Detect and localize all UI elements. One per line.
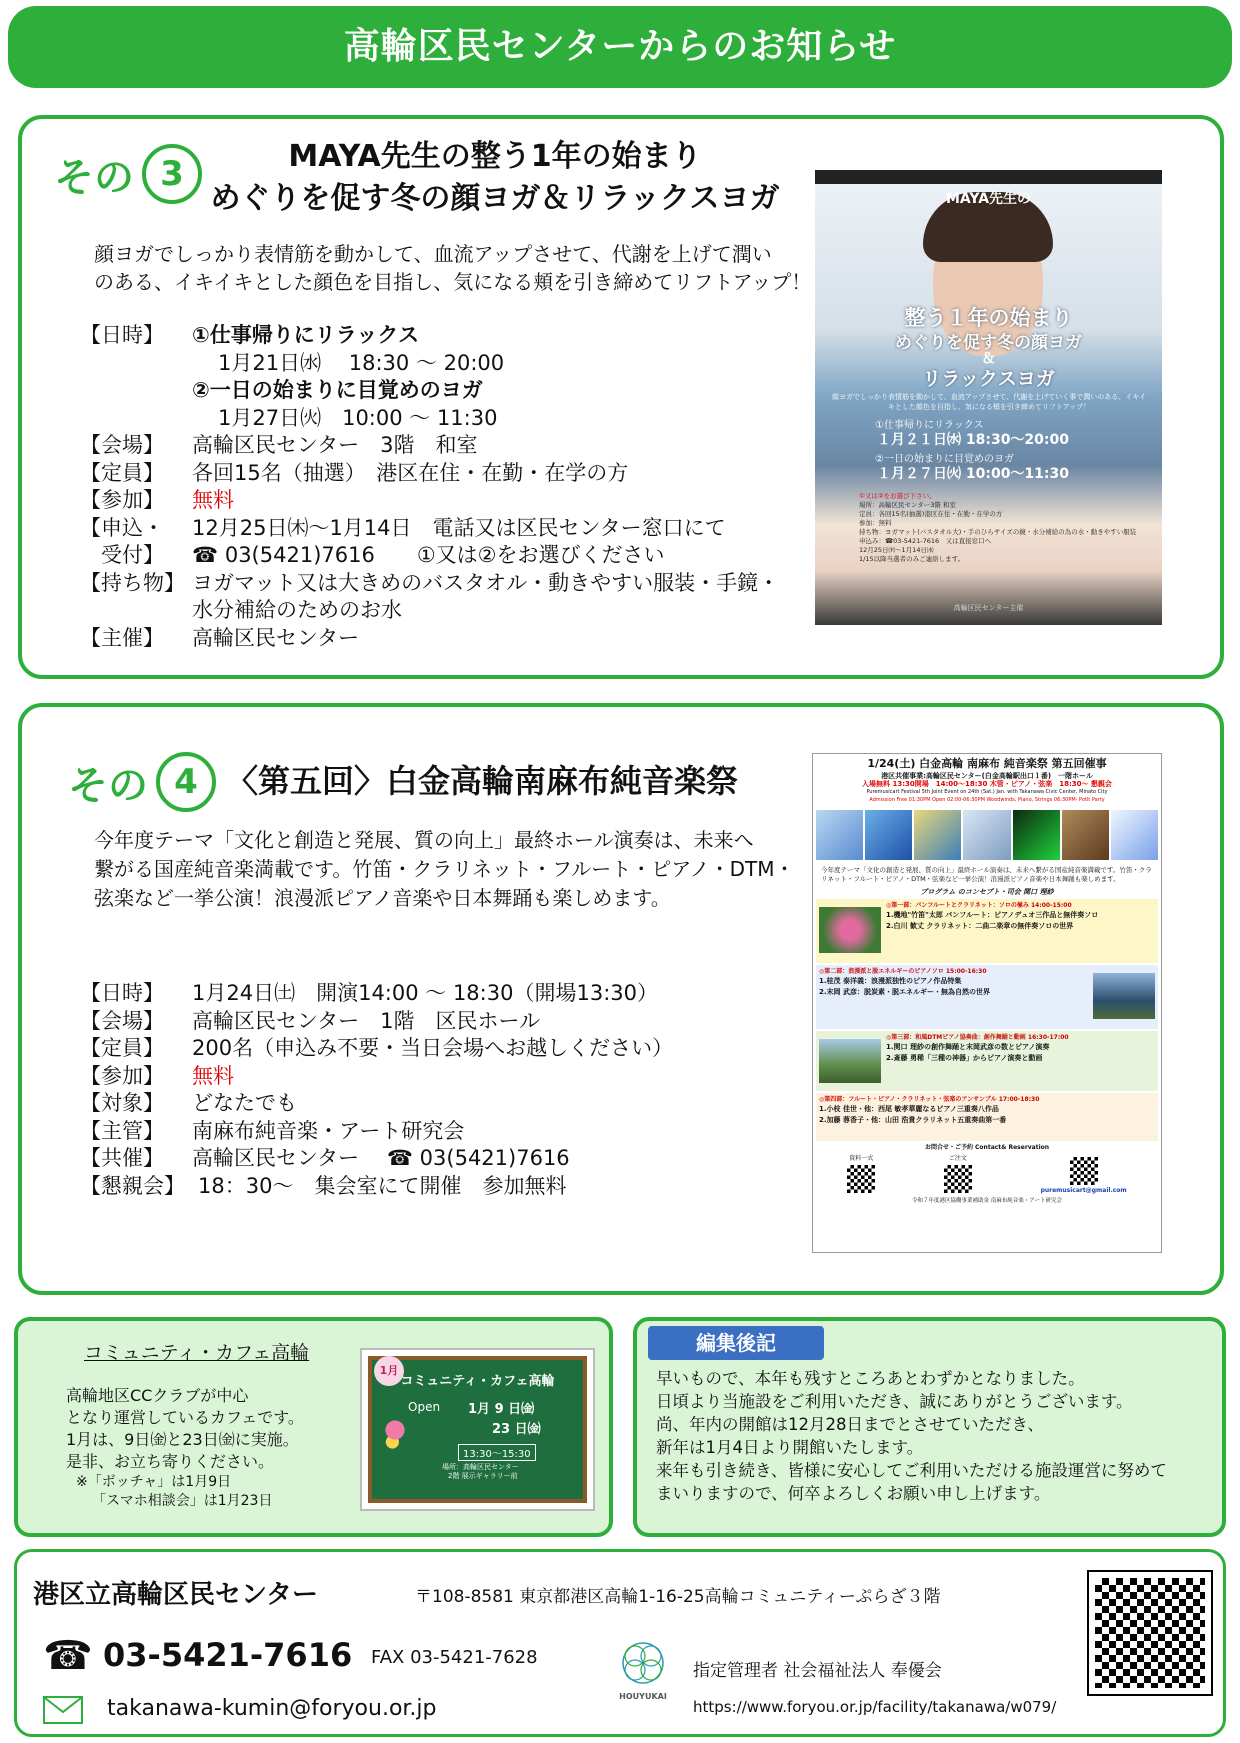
p4-p1a: 1.機地"竹笛"太郎 パンフルート：ピアノデュオ三作品と無伴奏ソロ	[886, 911, 1099, 919]
event3-title	[210, 136, 780, 220]
editor-line6: まいりますので、何卒よろしくお願い申し上げます。	[656, 1484, 1051, 1503]
qr-icon	[1070, 1157, 1098, 1185]
event4-datetime-label: 【日時】	[80, 981, 164, 1005]
p4-p4: ◎第四部：フルート・ピアノ・クラリネット・弦楽のアンサンブル 17:00-18:30	[819, 1096, 1040, 1103]
event4-target-label: 【対象】	[80, 1091, 164, 1115]
event3-session2-title: ②一日の始まりに目覚めのヨガ	[192, 378, 483, 402]
cafe-poster-place: 場所：高輪区民センター	[442, 1463, 519, 1471]
footer-fax: FAX 03-5421-7628	[371, 1647, 538, 1668]
event4-cohost-label: 【共催】	[80, 1146, 164, 1170]
p4-p4a: 1.小枝 佳世・他：西尾 敏孝華麗なるピアノ三重奏八作品	[819, 1105, 999, 1113]
event4-datetime: 1月24日㈯ 開演14:00 ～ 18:30（開場13:30）	[192, 981, 658, 1005]
tree-icon	[382, 1418, 408, 1458]
event3-bring2: 水分補給のためのお水	[192, 598, 402, 622]
event3-label	[54, 144, 202, 204]
event3-session1-title: ①仕事帰りにリラックス	[192, 323, 420, 347]
event3-datetime-label: 【日時】	[80, 323, 164, 347]
poster-big3: リラックスヨガ	[922, 368, 1055, 390]
event3-title-line2: めぐりを促す冬の顔ヨガ＆リラックスヨガ	[210, 181, 780, 216]
event3-apply-label2: 受付】	[80, 543, 164, 567]
cafe-poster-d1: 1月 9 日㈮	[468, 1402, 535, 1417]
poster-info1: ①又は②をお選び下さい。	[859, 492, 936, 500]
event3-description	[94, 240, 814, 296]
p4-qr1-label: 資料一式	[849, 1155, 874, 1162]
mail-envelope-icon	[45, 1698, 81, 1722]
poster-top-text: MAYA先生の	[945, 191, 1032, 207]
p4-p1b: 2.白川 歓丈 クラリネット：二曲二楽章の無伴奏ソロの世界	[886, 922, 1074, 930]
footer-name: 港区立高輪区民センター	[33, 1580, 318, 1610]
event4-capacity: 200名（申込み不要・当日会場へお越しください）	[192, 1036, 674, 1060]
cafe-poster-open: Open	[408, 1400, 441, 1414]
event4-organizer: 南麻布純音楽・アート研究会	[192, 1118, 465, 1143]
event3-bring-label: 【持ち物】	[80, 570, 185, 595]
p4-sub2: 入場無料 13:30開場 14:00～18:30 木管・ピアノ・弦楽 18:30～ 懇親会	[862, 780, 1112, 788]
poster-info4: 参加：無料	[859, 519, 892, 527]
poster-s1: ①仕事帰りにリラックス	[875, 420, 984, 431]
event4-desc-line3: 弦楽など一挙公演！浪漫派ピアノ音楽や日本舞踊も楽しめます。	[94, 886, 671, 910]
p4-foot: 令和７年度港区協働事業補助金 南麻布純音楽・アート研究会	[911, 1198, 1063, 1204]
event4-fee-label: 【参加】	[80, 1063, 164, 1088]
event3-host: 高輪区民センター	[192, 625, 360, 650]
qr-icon	[944, 1165, 972, 1193]
event4-party-label: 【懇親会】	[80, 1173, 185, 1198]
cafe-title: コミュニティ・カフェ高輪	[84, 1342, 310, 1364]
mail-icon	[43, 1696, 83, 1724]
event4-venue-label: 【会場】	[80, 1008, 164, 1033]
poster-big2: めぐりを促す冬の顔ヨガ	[895, 333, 1082, 353]
footer-email[interactable]: takanawa-kumin@foryou.or.jp	[107, 1696, 437, 1721]
cafe-poster-time: 13:30～15:30	[458, 1444, 536, 1461]
event4-fee: 無料	[192, 1063, 234, 1088]
page-header	[8, 6, 1232, 88]
p4-p3: ◎第三部：和風DTMピアノ協奏曲：創作舞踊と動画 16:30-17:00	[886, 1034, 1069, 1041]
event4-label	[68, 752, 216, 812]
event3-venue-label: 【会場】	[80, 433, 164, 457]
poster-info	[859, 492, 1149, 564]
cafe-line1: 高輪地区CCクラブが中心	[66, 1386, 249, 1405]
editor-line3: 尚、年内の開館は12月28日までとさせていただき、	[656, 1415, 1044, 1434]
qr-icon	[847, 1165, 875, 1193]
event3-apply1: 12月25日㈭～1月14日 電話又は区民センター窓口にて	[192, 515, 726, 540]
cafe-poster-d2: 23 日㈮	[492, 1422, 541, 1437]
footer-tel: 03-5421-7616	[103, 1636, 353, 1674]
houyukai-logo	[613, 1638, 673, 1701]
event4-title: 〈第五回〉白金高輪南麻布純音楽祭	[226, 762, 739, 800]
poster-info5: 持ち物：ヨガマット(バスタオル大)・手のひらサイズの鏡・水分補給の為の水・動きやすい服装	[859, 528, 1137, 536]
cafe-note2: 「スマホ相談会」は1月23日	[92, 1493, 273, 1509]
event3-desc-line2: のある、イキイキとした顔色を目指し、気になる頬を引き締めてリフトアップ！	[94, 270, 812, 294]
event4-target: どなたでも	[192, 1091, 297, 1115]
cafe-line4: 是非、お立ち寄りください。	[66, 1452, 275, 1471]
event4-number: 4	[156, 752, 216, 812]
event4-description	[94, 826, 814, 913]
event4-party: 18：30～ 集会室にて開催 参加無料	[198, 1173, 567, 1198]
cafe-poster-place2: 2階 展示ギャラリー前	[448, 1472, 518, 1480]
editor-line5: 来年も引き続き、皆様に安心してご利用いただける施設運営に努めて	[656, 1461, 1167, 1480]
event3-venue: 高輪区民センター 3階 和室	[192, 433, 478, 457]
cafe-text	[66, 1385, 304, 1511]
houyukai-logo-text: HOUYUKAI	[619, 1692, 667, 1701]
event3-session2-time: 1月27日㈫ 10:00 ～ 11:30	[218, 405, 498, 430]
editor-line2: 日頃より当施設をご利用いただき、誠にありがとうございます。	[656, 1392, 1133, 1411]
cafe-line3: 1月は、9日㈮と23日㈮に実施。	[66, 1430, 299, 1449]
p4-part3	[816, 1031, 1158, 1091]
event4-venue: 高輪区民センター 1階 区民ホール	[192, 1008, 541, 1033]
editor-line4: 新年は1月4日より開館いたします。	[656, 1438, 924, 1457]
event3-number: 3	[142, 144, 202, 204]
event4-desc-line2: 繋がる国産純音楽満載です。竹笛・クラリネット・フルート・ピアノ・DTM・	[94, 857, 795, 881]
event3-host-label: 【主催】	[80, 625, 164, 650]
p4-part2	[816, 965, 1158, 1029]
p4-qr3-label: puremusicart@gmail.com	[1040, 1187, 1127, 1194]
footer	[14, 1549, 1226, 1737]
event4-capacity-label: 【定員】	[80, 1036, 164, 1060]
event3-apply-label1: 【申込・	[80, 515, 164, 540]
p4-part4	[816, 1093, 1158, 1141]
editor-line1: 早いもので、本年も残すところあとわずかとなりました。	[656, 1369, 1085, 1388]
poster-info2: 場所：高輪区民センター3階 和室	[859, 501, 956, 509]
event4-cohost: 高輪区民センター ☎ 03(5421)7616	[192, 1146, 570, 1170]
p4-art-strip	[816, 810, 1158, 860]
event3-fee-label: 【参加】	[80, 488, 164, 512]
event3-poster	[815, 170, 1162, 625]
p4-theme: 今年度テーマ「文化の創造と発展、質の向上」最終ホール演奏は、未来へ繋がる国産純音楽満載です。竹笛・クラリネット・フルート・ピアノ・DTM・弦楽など一挙公演！浪漫派ピアノ音楽や日本舞踊も楽しめます。	[821, 866, 1152, 883]
p4-p3a: 1.関口 理紗の創作舞踊と末岡武彦の数とピアノ演奏	[886, 1043, 1050, 1051]
p4-sub3: Puremusicart Festival 5th Joint Event on 24th (Sat.) Jan. with Takanawa Civic Center, Minato City	[866, 789, 1108, 795]
cafe-note1: ※「ボッチャ」は1月9日	[76, 1474, 232, 1490]
poster-info6: 申込み：☎03-5421-7616 又は直接窓口へ	[859, 537, 992, 545]
p4-p3b: 2.斎藤 勇稀「三種の神器」からピアノ演奏と動画	[886, 1054, 1043, 1062]
poster-info7: 12月25日㈭～1月14日㈬	[859, 546, 934, 554]
event3-bring1: ヨガマット又は大きめのバスタオル・動きやすい服装・手鏡・	[192, 570, 780, 595]
poster-info3: 定員：各回15名(抽選)港区在住・在勤・在学の方	[859, 510, 1003, 518]
cafe-poster-title: コミュニティ・カフェ高輪	[400, 1374, 555, 1389]
phone-icon: ☎	[43, 1633, 93, 1679]
p4-qr-row	[813, 1155, 1161, 1195]
event3-session1-time: 1月21日㈬ 18:30 ～ 20:00	[218, 350, 505, 375]
event4-organizer-label: 【主管】	[80, 1118, 164, 1143]
header-title: 高輪区民センターからのお知らせ	[343, 26, 897, 67]
p4-part1	[816, 899, 1158, 963]
p4-p2: ◎第二部：浪漫派と脱エネルギーのピアノソロ 15:00-16:30	[819, 968, 987, 975]
p4-head: 1/24(土) 白金高輪 南麻布 純音楽祭 第五回催事	[867, 757, 1107, 770]
poster-t2: １月２７日㈫ 10:00～11:30	[877, 466, 1070, 482]
houyukai-logo-icon	[613, 1638, 673, 1688]
poster-small: 顔ヨガでしっかり表情筋を動かして、血流アップさせて、代謝を上げていく事で潤いのある、イキイキとした顔色を目指し、気になる頬を引き締めてリフトアップ！	[832, 393, 1146, 411]
footer-url[interactable]: https://www.foryou.or.jp/facility/takanawa/w079/	[693, 1698, 1057, 1716]
event4-desc-line1: 今年度テーマ「文化と創造と発展、質の向上」最終ホール演奏は、未来へ	[94, 828, 754, 852]
event4-sono: その	[68, 762, 148, 809]
cafe-poster-month: 1月	[374, 1356, 404, 1386]
event3-details	[80, 322, 810, 652]
event3-sono: その	[54, 154, 134, 201]
poster-info8: 1/15以降当選者のみご連絡します。	[859, 555, 965, 563]
event3-fee: 無料	[192, 488, 234, 512]
poster-t1: １月２１日㈬ 18:30～20:00	[877, 432, 1070, 448]
footer-qr-icon	[1089, 1572, 1211, 1694]
event4-poster	[812, 753, 1162, 1253]
p4-concept: プログラム のコンセプト・司会 関口 理紗	[920, 888, 1054, 896]
poster-amp: ＆	[981, 351, 996, 367]
editor-title: 編集後記	[648, 1326, 824, 1360]
cafe-line2: となり運営しているカフェです。	[66, 1408, 304, 1427]
p4-p4b: 2.加藤 蓉香子・他：山田 浩貴クラリネット五重奏曲第一番	[819, 1116, 1007, 1124]
cafe-poster	[360, 1348, 595, 1511]
p4-sub1: 港区共催事業:高輪区民センター(白金高輪駅出口１番) 一階ホール	[881, 772, 1093, 780]
poster-foot: 高輪区民センター主催	[953, 604, 1024, 612]
event3-desc-line1: 顔ヨガでしっかり表情筋を動かして、血流アップさせて、代謝を上げて潤い	[94, 242, 772, 266]
event3-capacity-label: 【定員】	[80, 460, 164, 485]
editor-text	[656, 1367, 1167, 1505]
event3-apply2: ☎ 03(5421)7616 ①又は②をお選びください	[192, 543, 665, 567]
event3-capacity: 各回15名（抽選） 港区在住・在勤・在学の方	[192, 460, 629, 485]
poster-s2: ②一日の始まりに目覚めのヨガ	[875, 454, 1014, 465]
p4-sub4: Admission Free 01:30PM Open 02:00-06:30PM Woodwinds, Piano, Strings 06:30PM- Potlt Party	[869, 797, 1105, 803]
poster-big1: 整う１年の始まり	[904, 306, 1073, 330]
p4-p1: ◎第一部：パンフルートとクラリネット：ソロの極み 14:00-15:00	[886, 902, 1072, 909]
p4-contact: お問合せ・ご予約 Contact& Reservation	[924, 1144, 1050, 1151]
p4-p2a: 1.桂茂 泰洋義：浪漫派独性のピアノ作品特集	[819, 977, 962, 985]
p4-p2b: 2.末岡 武彦：脱炭素・脱エネルギー・無為自然の世界	[819, 988, 990, 996]
footer-manager: 指定管理者 社会福祉法人 奉優会	[693, 1661, 942, 1681]
event3-title-line1: MAYA先生の整う1年の始まり	[288, 139, 702, 174]
footer-address: 〒108-8581 東京都港区高輪1-16-25高輪コミュニティーぷらざ３階	[415, 1587, 941, 1607]
event4-details	[80, 980, 810, 1200]
p4-qr2-label: ご注文	[948, 1155, 967, 1162]
